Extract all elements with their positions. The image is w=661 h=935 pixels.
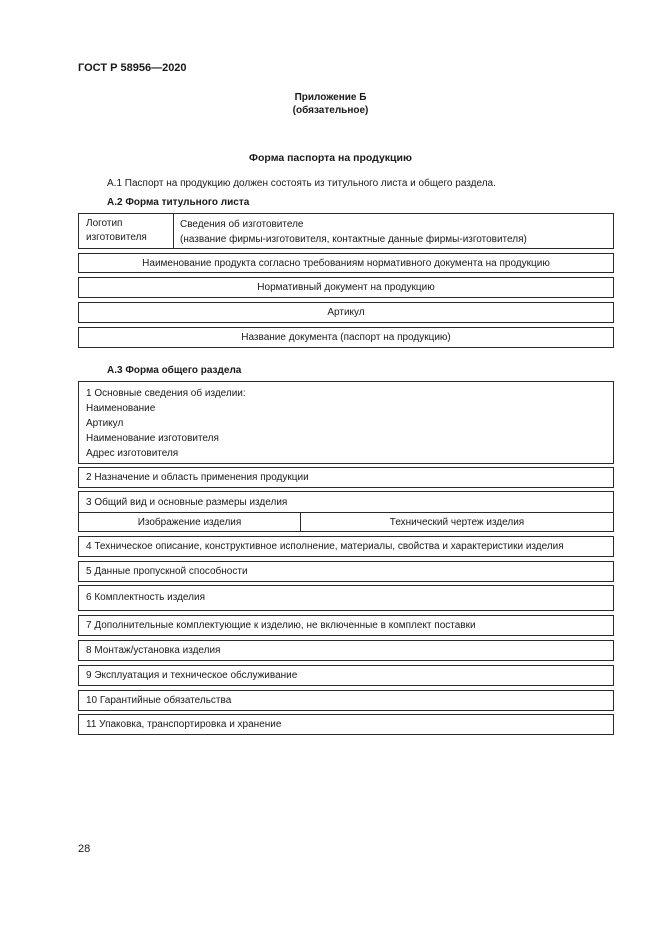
section-3-title-row — [79, 492, 613, 513]
logo-cell — [79, 214, 174, 248]
annex-status: (обязательное) — [292, 105, 369, 116]
drawing-cell — [301, 513, 613, 532]
section-3-box — [78, 491, 614, 532]
section-10-label: 10 Гарантийные обязательства — [86, 695, 232, 706]
section-1-box — [78, 381, 614, 464]
image-label: Изображение изделия — [137, 517, 242, 528]
section-4-label: 4 Техническое описание, конструктивное исполнение, материалы, свойства и характеристики изделия — [86, 541, 564, 552]
product-name-label: Наименование продукта согласно требованиям нормативного документа на продукцию — [142, 257, 550, 269]
maker-details: (название фирмы-изготовителя, контактные данные фирмы-изготовителя) — [180, 234, 527, 245]
section-1-title: 1 Основные сведения об изделии: — [86, 388, 246, 399]
section-5-label: 5 Данные пропускной способности — [86, 566, 248, 577]
document-name-label: Название документа (паспорт на продукцию) — [241, 332, 451, 343]
article-row — [78, 302, 614, 323]
section-9-box — [78, 665, 614, 686]
section-8-box — [78, 640, 614, 661]
section-7-box — [78, 615, 614, 636]
annex-heading — [0, 91, 661, 117]
section-3-subrow — [79, 513, 613, 532]
annex-title: Приложение Б — [294, 92, 367, 103]
section-2-box — [78, 467, 614, 488]
section-6-box — [78, 585, 614, 611]
logo-label: Логотип — [86, 218, 123, 229]
section-1-name: Наименование — [86, 403, 156, 414]
maker-label: Сведения об изготовителе — [180, 219, 304, 230]
normative-doc-label: Нормативный документ на продукцию — [257, 282, 435, 293]
section-11-box — [78, 714, 614, 735]
section-8-label: 8 Монтаж/установка изделия — [86, 645, 221, 656]
drawing-label: Технический чертеж изделия — [389, 517, 525, 528]
logo-label-2: изготовителя — [86, 232, 147, 243]
document-name-row — [78, 327, 614, 348]
section-7-label: 7 Дополнительные комплектующие к изделию, не включенные в комплект поставки — [86, 620, 476, 631]
standard-number: ГОСТ Р 58956—2020 — [78, 62, 187, 74]
general-section-heading: А.3 Форма общего раздела — [107, 365, 242, 376]
section-2-label: 2 Назначение и область применения продукции — [86, 472, 309, 483]
product-name-row — [78, 253, 614, 273]
section-11-label: 11 Упаковка, транспортировка и хранение — [86, 719, 282, 730]
section-9-label: 9 Эксплуатация и техническое обслуживание — [86, 670, 298, 681]
section-1-maker: Наименование изготовителя — [86, 433, 219, 444]
section-10-box — [78, 690, 614, 711]
maker-cell — [174, 214, 613, 248]
section-1-article: Артикул — [86, 418, 124, 429]
section-5-box — [78, 561, 614, 582]
image-cell — [79, 513, 301, 532]
logo-maker-row — [78, 213, 614, 249]
form-title: Форма паспорта на продукцию — [249, 152, 412, 164]
section-3-label: 3 Общий вид и основные размеры изделия — [86, 496, 288, 508]
intro-paragraph: А.1 Паспорт на продукцию должен состоять из титульного листа и общего раздела. — [107, 178, 496, 189]
title-sheet-heading: А.2 Форма титульного листа — [107, 197, 250, 208]
page-number: 28 — [78, 843, 91, 855]
section-1-address: Адрес изготовителя — [86, 448, 179, 459]
section-6-label: 6 Комплектность изделия — [86, 592, 205, 603]
article-label: Артикул — [327, 307, 365, 318]
section-4-box — [78, 536, 614, 557]
normative-doc-row — [78, 277, 614, 298]
